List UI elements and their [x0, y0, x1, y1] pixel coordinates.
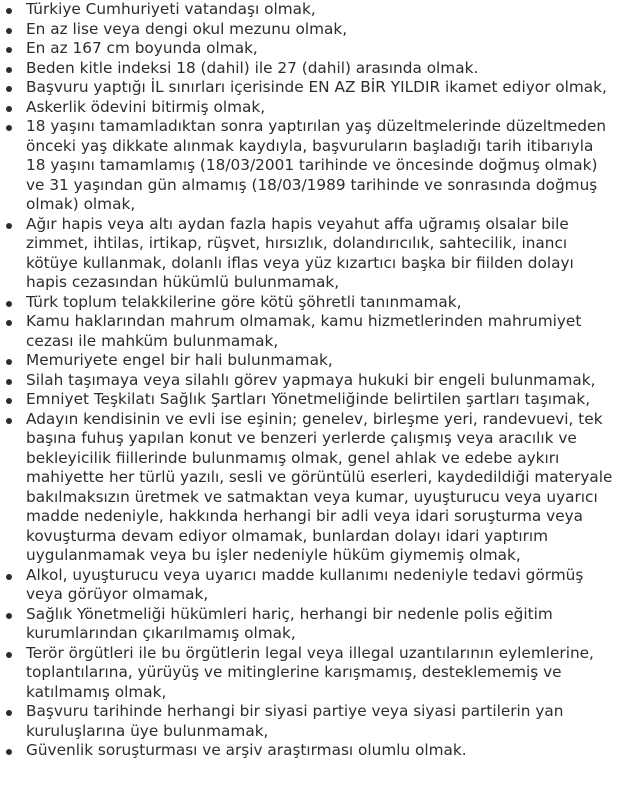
- bullet-icon: [6, 223, 12, 229]
- list-item-text: Türkiye Cumhuriyeti vatandaşı olmak,: [26, 0, 316, 18]
- bullet-icon: [6, 379, 12, 385]
- list-item: [26, 293, 616, 313]
- bullet-icon: [6, 28, 12, 34]
- list-item: [26, 566, 616, 605]
- bullet-icon: [6, 574, 12, 580]
- bullet-icon: [6, 86, 12, 92]
- bullet-icon: [6, 652, 12, 658]
- bullet-icon: [6, 301, 12, 307]
- list-item-text: Terör örgütleri ile bu örgütlerin legal veya illegal uzantılarının eylemlerine, toplantılarına, yürüyüş ve mitinglerine karışmamış, desteklememiş ve katılmamış olmak,: [26, 643, 594, 701]
- list-item-text: Güvenlik soruşturması ve arşiv araştırması olumlu olmak.: [26, 741, 467, 759]
- list-item: [26, 39, 616, 59]
- list-item-text: Adayın kendisinin ve evli ise eşinin; genelev, birleşme yeri, randevuevi, tek başına fuhuş yapılan konut ve benzeri yerlerde çalışmış veya aracılık ve bekleyicilik fiillerinde bulunmamış olmak, genel ahlak ve edebe aykırı mahiyette her türlü yazılı, sesli ve görüntülü eserleri, kaydedildiği materyale bakılmaksızın üretmek ve satmaktan veya kumar, uyuşturucu veya uyarıcı madde nedeniyle, hakkında herhangi bir adli veya idari soruşturma veya kovuşturma devam ediyor olmamak, bunlardan dolayı idari yaptırım uygulanmamak veya bu işler nedeniyle hüküm giymemiş olmak,: [26, 409, 613, 564]
- list-item-text: Beden kitle indeksi 18 (dahil) ile 27 (dahil) arasında olmak.: [26, 58, 479, 77]
- list-item-text: Türk toplum telakkilerine göre kötü şöhretli tanınmamak,: [26, 292, 462, 311]
- bullet-icon: [6, 125, 12, 131]
- bullet-icon: [6, 359, 12, 365]
- list-item: [26, 78, 616, 98]
- list-item: [26, 98, 616, 118]
- list-item-text: Başvuru tarihinde herhangi bir siyasi partiye veya siyasi partilerin yan kuruluşlarına üye bulunmamak,: [26, 702, 564, 740]
- bullet-icon: [6, 8, 12, 14]
- list-item-text: Sağlık Yönetmeliği hükümleri hariç, herhangi bir nedenle polis eğitim kurumlarından çıkarılmamış olmak,: [26, 604, 553, 642]
- list-item-text: Askerlik ödevini bitirmiş olmak,: [26, 97, 266, 116]
- bullet-icon: [6, 320, 12, 326]
- bullet-icon: [6, 106, 12, 112]
- list-item: [26, 59, 616, 79]
- list-item: [26, 312, 616, 351]
- list-item-text: Emniyet Teşkilatı Sağlık Şartları Yönetmeliğinde belirtilen şartları taşımak,: [26, 390, 591, 408]
- list-item-text: Alkol, uyuşturucu veya uyarıcı madde kullanımı nedeniyle tedavi görmüş veya görüyor olmamak,: [26, 565, 584, 603]
- bullet-icon: [6, 67, 12, 73]
- bullet-icon: [6, 398, 12, 404]
- list-item: [26, 351, 616, 371]
- list-item: [26, 371, 616, 391]
- bullet-icon: [6, 418, 12, 424]
- list-item: [26, 0, 616, 20]
- list-item: [26, 215, 616, 293]
- list-item: [26, 741, 616, 761]
- bullet-icon: [6, 749, 12, 755]
- list-item-text: En az lise veya dengi okul mezunu olmak,: [26, 19, 348, 38]
- list-item-text: 18 yaşını tamamladıktan sonra yaptırılan yaş düzeltmelerinde düzeltmeden önceki yaş dikkate alınmak kaydıyla, başvuruların başladığı tarih itibarıyla 18 yaşını tamamlamış (18/03/2001 tarihinde ve öncesinde doğmuş olmak) ve 31 yaşından gün almamış (18/03/1989 tarihinde ve sonrasında doğmuş olmak) olmak,: [26, 117, 607, 213]
- list-item-text: Silah taşımaya veya silahlı görev yapmaya hukuki bir engeli bulunmamak,: [26, 370, 596, 389]
- list-item-text: Başvuru yaptığı İL sınırları içerisinde EN AZ BİR YILDIR ikamet ediyor olmak,: [26, 78, 607, 96]
- list-item: [26, 410, 616, 566]
- list-item: [26, 605, 616, 644]
- list-item: [26, 644, 616, 703]
- list-item: [26, 20, 616, 40]
- list-item: [26, 390, 616, 410]
- list-item-text: Ağır hapis veya altı aydan fazla hapis veyahut affa uğramış olsalar bile zimmet, ihtilas, irtikap, rüşvet, hırsızlık, dolandırıcılık, sahtecilik, inancı kötüye kullanmak, dolanlı iflas veya yüz kızartıcı başka bir fiilden dolayı hapis cezasından hükümlü bulunmamak,: [26, 214, 574, 291]
- bullet-icon: [6, 47, 12, 53]
- bullet-icon: [6, 710, 12, 716]
- list-item: [26, 702, 616, 741]
- bullet-icon: [6, 613, 12, 619]
- list-item-text: Kamu haklarından mahrum olmamak, kamu hizmetlerinden mahrumiyet cezası ile mahküm bulunmamak,: [26, 312, 582, 350]
- list-item: [26, 117, 616, 215]
- list-item-text: Memuriyete engel bir hali bulunmamak,: [26, 351, 333, 369]
- list-item-text: En az 167 cm boyunda olmak,: [26, 39, 258, 57]
